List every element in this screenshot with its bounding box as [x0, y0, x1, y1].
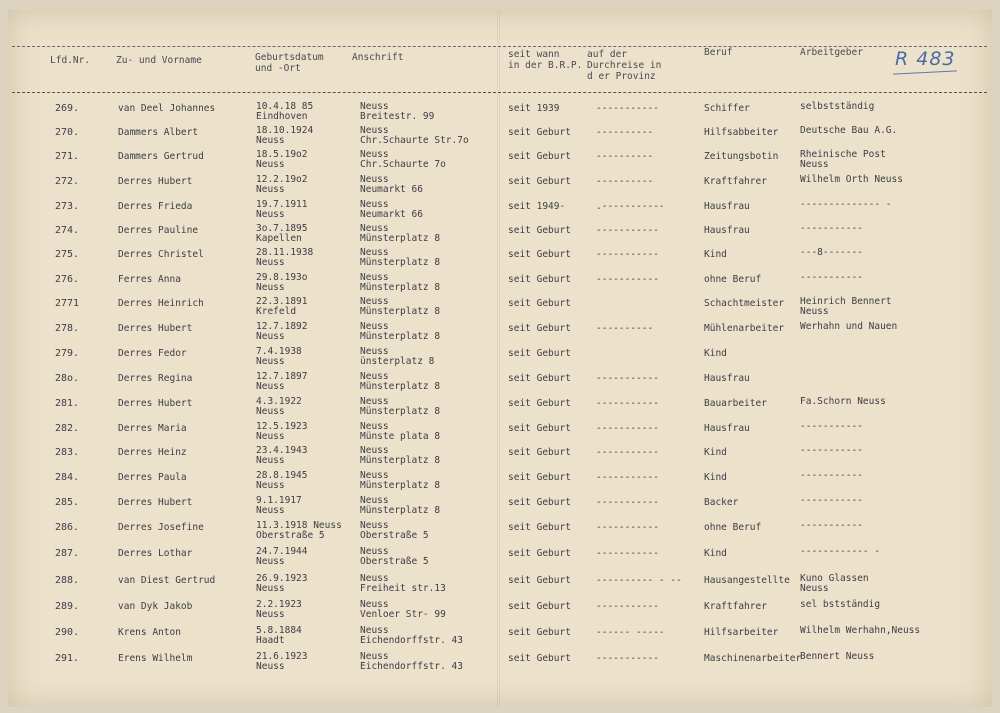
- header-name: Zu- und Vorname: [116, 55, 202, 66]
- row-addr: Neuss Münsterplatz 8: [360, 296, 441, 317]
- row-nr: 279.: [55, 348, 80, 359]
- row-transit: .-----------: [596, 201, 665, 212]
- row-job: Hilfsabbeiter: [704, 127, 779, 138]
- row-employer: -------------- -: [800, 199, 892, 210]
- row-addr: Neuss Breitestr. 99: [360, 101, 435, 122]
- row-addr: Neuss Oberstraße 5: [360, 546, 429, 567]
- row-job: Kind: [704, 249, 727, 260]
- row-employer: Wilhelm Werhahn,Neuss: [800, 625, 921, 636]
- row-since: seit 1949-: [508, 201, 566, 212]
- header-birth: Geburtsdatum und -Ort: [255, 52, 324, 74]
- row-birth: 29.8.193o Neuss: [256, 272, 308, 293]
- row-name: van Dyk Jakob: [118, 601, 193, 612]
- row-transit: ----------: [596, 151, 654, 162]
- row-job: Hausfrau: [704, 423, 750, 434]
- row-since: seit Geburt: [508, 497, 571, 508]
- row-birth: 21.6.1923 Neuss: [256, 651, 308, 672]
- row-name: van Deel Johannes: [118, 103, 216, 114]
- row-transit: -----------: [596, 447, 659, 458]
- row-since: seit Geburt: [508, 447, 571, 458]
- row-nr: 269.: [55, 103, 80, 114]
- row-nr: 282.: [55, 423, 80, 434]
- row-transit: -----------: [596, 497, 659, 508]
- row-transit: -----------: [596, 601, 659, 612]
- row-addr: Neuss Münste plata 8: [360, 421, 441, 442]
- row-job: Kind: [704, 447, 727, 458]
- row-employer: Fa.Schorn Neuss: [800, 396, 886, 407]
- row-employer: -----------: [800, 421, 863, 432]
- row-employer: -----------: [800, 470, 863, 481]
- row-job: Schiffer: [704, 103, 750, 114]
- row-addr: Neuss Venloer Str- 99: [360, 599, 446, 620]
- row-name: Derres Maria: [118, 423, 187, 434]
- header-bottom-rule: [12, 92, 987, 93]
- row-job: Kraftfahrer: [704, 601, 767, 612]
- row-transit: -----------: [596, 423, 659, 434]
- row-birth: 7.4.1938 Neuss: [256, 346, 302, 367]
- row-employer: -----------: [800, 272, 863, 283]
- row-job: Hausfrau: [704, 373, 750, 384]
- row-name: Derres Christel: [118, 249, 204, 260]
- row-addr: Neuss Eichendorffstr. 43: [360, 651, 463, 672]
- row-employer: Heinrich Bennert Neuss: [800, 296, 892, 317]
- row-birth: 2.2.1923 Neuss: [256, 599, 302, 620]
- row-birth: 28.8.1945 Neuss: [256, 470, 308, 491]
- row-nr: 28o.: [55, 373, 80, 384]
- row-since: seit Geburt: [508, 274, 571, 285]
- row-job: ohne Beruf: [704, 522, 762, 533]
- row-transit: -----------: [596, 103, 659, 114]
- row-since: seit Geburt: [508, 472, 571, 483]
- row-since: seit Geburt: [508, 176, 571, 187]
- row-job: Kind: [704, 348, 727, 359]
- row-nr: 291.: [55, 653, 80, 664]
- row-birth: 28.11.1938 Neuss: [256, 247, 314, 268]
- row-name: Derres Frieda: [118, 201, 193, 212]
- row-nr: 290.: [55, 627, 80, 638]
- row-since: seit Geburt: [508, 627, 571, 638]
- row-nr: 288.: [55, 575, 80, 586]
- row-employer: ---8-------: [800, 247, 863, 258]
- row-addr: Neuss Neumarkt 66: [360, 199, 423, 220]
- header-job: Beruf: [704, 47, 733, 58]
- row-birth: 19.7.1911 Neuss: [256, 199, 308, 220]
- row-birth: 22.3.1891 Krefeld: [256, 296, 308, 317]
- row-name: Derres Pauline: [118, 225, 199, 236]
- row-birth: 9.1.1917 Neuss: [256, 495, 302, 516]
- row-addr: Neuss Chr.Schaurte Str.7o: [360, 125, 469, 146]
- row-transit: ------ -----: [596, 627, 665, 638]
- row-birth: 12.7.1892 Neuss: [256, 321, 308, 342]
- header-employer: Arbeitgeber: [800, 47, 863, 58]
- row-addr: Neuss Münsterplatz 8: [360, 247, 441, 268]
- row-since: seit Geburt: [508, 127, 571, 138]
- row-name: Derres Hubert: [118, 323, 193, 334]
- row-addr: Neuss Neumarkt 66: [360, 174, 423, 195]
- row-job: Hausfrau: [704, 201, 750, 212]
- row-nr: 275.: [55, 249, 80, 260]
- row-job: Hausfrau: [704, 225, 750, 236]
- row-addr: Neuss ünsterplatz 8: [360, 346, 435, 367]
- row-employer: Bennert Neuss: [800, 651, 875, 662]
- row-transit: -----------: [596, 225, 659, 236]
- row-nr: 2771: [55, 298, 80, 309]
- row-name: Derres Paula: [118, 472, 187, 483]
- row-employer: -----------: [800, 445, 863, 456]
- row-job: Mühlenarbeiter: [704, 323, 785, 334]
- row-job: Maschinenarbeiter: [704, 653, 802, 664]
- row-job: Backer: [704, 497, 739, 508]
- row-employer: -----------: [800, 223, 863, 234]
- row-job: Hilfsarbeiter: [704, 627, 779, 638]
- row-birth: 11.3.1918 Neuss Oberstraße 5: [256, 520, 342, 541]
- header-since: seit wann in der B.R.P.: [508, 49, 583, 71]
- row-nr: 271.: [55, 151, 80, 162]
- row-addr: Neuss Münsterplatz 8: [360, 495, 441, 516]
- row-nr: 272.: [55, 176, 80, 187]
- row-since: seit Geburt: [508, 373, 571, 384]
- row-since: seit Geburt: [508, 601, 571, 612]
- row-since: seit Geburt: [508, 575, 571, 586]
- row-job: Schachtmeister: [704, 298, 785, 309]
- row-name: Derres Fedor: [118, 348, 187, 359]
- row-since: seit 1939: [508, 103, 560, 114]
- row-employer: Wilhelm Orth Neuss: [800, 174, 903, 185]
- row-birth: 26.9.1923 Neuss: [256, 573, 308, 594]
- row-nr: 283.: [55, 447, 80, 458]
- row-addr: Neuss Münsterplatz 8: [360, 396, 441, 417]
- row-job: Kind: [704, 472, 727, 483]
- row-employer: Deutsche Bau A.G.: [800, 125, 898, 136]
- row-nr: 285.: [55, 497, 80, 508]
- row-birth: 18.5.19o2 Neuss: [256, 149, 308, 170]
- row-since: seit Geburt: [508, 548, 571, 559]
- row-employer: Rheinische Post Neuss: [800, 149, 886, 170]
- row-addr: Neuss Münsterplatz 8: [360, 272, 441, 293]
- row-birth: 12.5.1923 Neuss: [256, 421, 308, 442]
- row-birth: 12.2.19o2 Neuss: [256, 174, 308, 195]
- row-addr: Neuss Münsterplatz 8: [360, 445, 441, 466]
- row-job: ohne Beruf: [704, 274, 762, 285]
- row-nr: 281.: [55, 398, 80, 409]
- row-transit: -----------: [596, 373, 659, 384]
- row-name: Derres Heinz: [118, 447, 187, 458]
- archive-stamp: R 483: [895, 48, 956, 70]
- row-job: Kind: [704, 548, 727, 559]
- row-addr: Neuss Freiheit str.13: [360, 573, 446, 594]
- row-addr: Neuss Oberstraße 5: [360, 520, 429, 541]
- row-transit: -----------: [596, 274, 659, 285]
- row-employer: selbstständig: [800, 101, 875, 112]
- row-name: Dammers Albert: [118, 127, 199, 138]
- row-addr: Neuss Münsterplatz 8: [360, 371, 441, 392]
- row-name: van Diest Gertrud: [118, 575, 216, 586]
- row-transit: -----------: [596, 548, 659, 559]
- row-since: seit Geburt: [508, 522, 571, 533]
- row-name: Derres Regina: [118, 373, 193, 384]
- row-birth: 12.7.1897 Neuss: [256, 371, 308, 392]
- row-nr: 286.: [55, 522, 80, 533]
- row-employer: -----------: [800, 520, 863, 531]
- row-transit: ----------: [596, 323, 654, 334]
- header-nr: Lfd.Nr.: [50, 55, 91, 66]
- row-nr: 270.: [55, 127, 80, 138]
- row-addr: Neuss Münsterplatz 8: [360, 470, 441, 491]
- row-job: Zeitungsbotin: [704, 151, 779, 162]
- row-nr: 287.: [55, 548, 80, 559]
- row-birth: 24.7.1944 Neuss: [256, 546, 308, 567]
- row-nr: 274.: [55, 225, 80, 236]
- row-since: seit Geburt: [508, 298, 571, 309]
- row-since: seit Geburt: [508, 151, 571, 162]
- row-birth: 3o.7.1895 Kapellen: [256, 223, 308, 244]
- row-name: Derres Josefine: [118, 522, 204, 533]
- row-job: Bauarbeiter: [704, 398, 767, 409]
- row-name: Derres Hubert: [118, 398, 193, 409]
- row-birth: 4.3.1922 Neuss: [256, 396, 302, 417]
- row-addr: Neuss Eichendorffstr. 43: [360, 625, 463, 646]
- row-employer: Werhahn und Nauen: [800, 321, 898, 332]
- row-since: seit Geburt: [508, 653, 571, 664]
- row-employer: ------------ -: [800, 546, 881, 557]
- header-transit: auf der Durchreise in d er Provinz: [587, 49, 662, 82]
- row-employer: sel bstständig: [800, 599, 881, 610]
- row-transit: -----------: [596, 653, 659, 664]
- row-birth: 18.10.1924 Neuss: [256, 125, 314, 146]
- row-transit: -----------: [596, 472, 659, 483]
- row-name: Derres Hubert: [118, 497, 193, 508]
- row-since: seit Geburt: [508, 249, 571, 260]
- row-transit: ---------- - --: [596, 575, 682, 586]
- row-since: seit Geburt: [508, 398, 571, 409]
- row-addr: Neuss Münsterplatz 8: [360, 321, 441, 342]
- row-job: Hausangestellte: [704, 575, 790, 586]
- row-name: Derres Heinrich: [118, 298, 204, 309]
- header-address: Anschrift: [352, 52, 404, 63]
- page-fold: [497, 10, 500, 707]
- row-nr: 284.: [55, 472, 80, 483]
- row-birth: 23.4.1943 Neuss: [256, 445, 308, 466]
- row-since: seit Geburt: [508, 423, 571, 434]
- row-addr: Neuss Münsterplatz 8: [360, 223, 441, 244]
- row-name: Dammers Gertrud: [118, 151, 204, 162]
- row-name: Derres Hubert: [118, 176, 193, 187]
- row-transit: -----------: [596, 249, 659, 260]
- row-transit: -----------: [596, 398, 659, 409]
- row-birth: 10.4.18 85 Eindhoven: [256, 101, 314, 122]
- row-name: Krens Anton: [118, 627, 181, 638]
- row-transit: ----------: [596, 176, 654, 187]
- row-nr: 276.: [55, 274, 80, 285]
- row-name: Erens Wilhelm: [118, 653, 193, 664]
- row-since: seit Geburt: [508, 323, 571, 334]
- row-since: seit Geburt: [508, 225, 571, 236]
- row-employer: -----------: [800, 495, 863, 506]
- row-birth: 5.8.1884 Haadt: [256, 625, 302, 646]
- row-job: Kraftfahrer: [704, 176, 767, 187]
- row-transit: ----------: [596, 127, 654, 138]
- row-transit: -----------: [596, 522, 659, 533]
- row-addr: Neuss Chr.Schaurte 7o: [360, 149, 446, 170]
- row-nr: 278.: [55, 323, 80, 334]
- row-since: seit Geburt: [508, 348, 571, 359]
- row-name: Derres Lothar: [118, 548, 193, 559]
- row-nr: 273.: [55, 201, 80, 212]
- row-nr: 289.: [55, 601, 80, 612]
- row-employer: Kuno Glassen Neuss: [800, 573, 869, 594]
- row-name: Ferres Anna: [118, 274, 181, 285]
